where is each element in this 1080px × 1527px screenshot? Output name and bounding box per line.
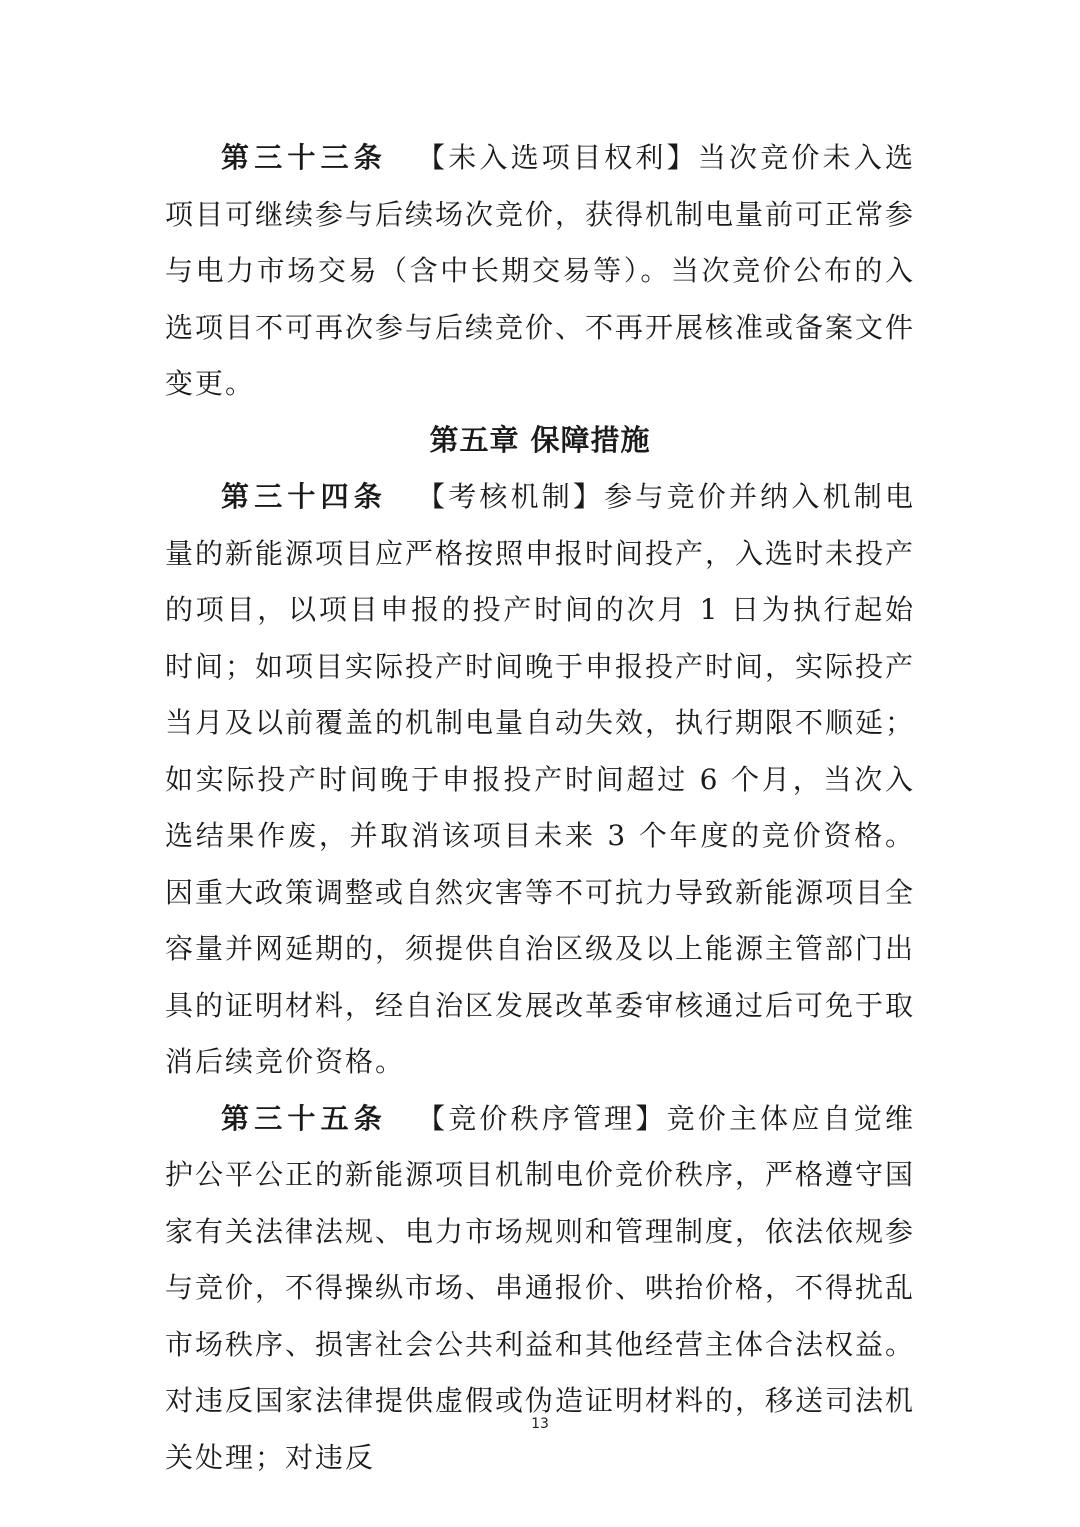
article-33-number: 第三十三条 [221, 141, 387, 174]
article-33-title: 【未入选项目权利】 [417, 141, 698, 174]
article-33-block [165, 130, 915, 413]
chapter-title: 第五章 保障措施 [429, 423, 651, 457]
page-number: 13 [531, 1416, 549, 1432]
chapter-body [165, 469, 915, 1486]
article-34-number: 第三十四条 [221, 480, 387, 513]
article-34 [165, 469, 915, 1091]
article-35-text: 竞价主体应自觉维护公平公正的新能源项目机制电价竞价秩序，严格遵守国家有关法律法规、电力市场规则和管理制度，依法依规参与竞价，不得操纵市场、串通报价、哄抬价格，不得扰乱市场秩序、损害社会公共利益和其他经营主体合法权益。对违反国家法律提供虚假或伪造证明材料的，移送司法机关处理；对违反 [165, 1101, 916, 1474]
article-34-text: 参与竞价并纳入机制电量的新能源项目应严格按照申报时间投产，入选时未投产的项目，以项目申报的投产时间的次月 1 日为执行起始时间；如项目实际投产时间晚于申报投产时间，实际投产当月及以前覆盖的机制电量自动失效，执行期限不顺延；如实际投产时间晚于申报投产时间超过 6 个月，当次入选结果作废，并取消该项目未来 3 个年度的竞价资格。因重大政策调整或自然灾害等不可抗力导致新能源项目全容量并网延期的，须提供自治区级及以上能源主管部门出具的证明材料，经自治区发展改革委审核通过后可免于取消后续竞价资格。 [165, 480, 916, 1078]
article-33 [165, 130, 915, 413]
article-35-title: 【竞价秩序管理】 [417, 1101, 667, 1135]
article-34-title: 【考核机制】 [417, 480, 605, 513]
article-35-number: 第三十五条 [221, 1101, 387, 1135]
article-33-text: 当次竞价未入选项目可继续参与后续场次竞价，获得机制电量前可正常参与电力市场交易（含中长期交易等）。当次竞价公布的入选项目不可再次参与后续竞价、不再开展核准或备案文件变更。 [165, 141, 916, 400]
